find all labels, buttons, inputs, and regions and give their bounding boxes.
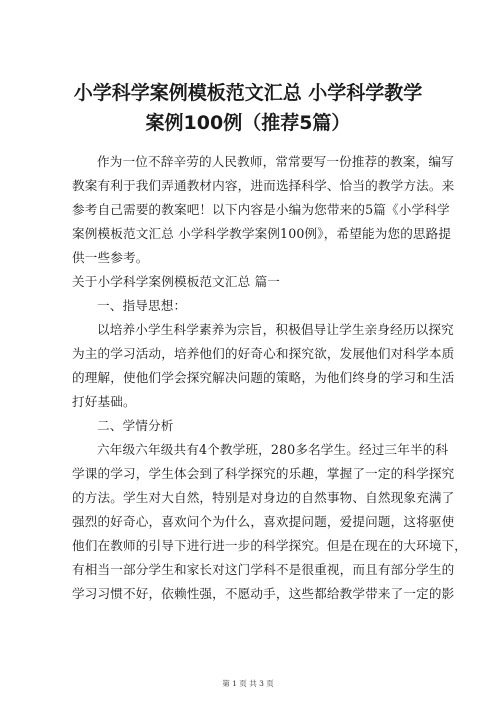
body-line: 的方法。学生对大自然，特别是对身边的自然事物、自然现象充满了 [72, 490, 455, 505]
body-line: 供一些参考。 [72, 250, 149, 265]
body-line: 学习习惯不好，依赖性强，不愿动手，这些都给教学带来了一定的影 [72, 586, 455, 601]
page-number-footer: 第 1 页 共 3 页 [222, 679, 274, 688]
body-line: 他们在教师的引导下进行进一步的科学探究。但是在现在的大环境下， [72, 538, 468, 553]
body-line: 六年级六年级共有4个教学班，280多名学生。经过三年半的科 [97, 442, 449, 457]
document-title-line-2: 案例100例（推荐5篇） [145, 112, 351, 134]
body-line: 参考自己需要的教案吧！以下内容是小编为您带来的5篇《小学科学 [72, 202, 450, 217]
body-line: 学课的学习，学生体会到了科学探究的乐趣，掌握了一定的科学探究 [72, 466, 455, 481]
section-heading: 关于小学科学案例模板范文汇总 篇一 [72, 274, 281, 289]
body-line: 教案有利于我们弄通教材内容，进而选择科学、恰当的教学方法。来 [72, 178, 455, 193]
body-line: 有相当一部分学生和家长对这门学科不是很重视，而且有部分学生的 [72, 562, 455, 577]
subsection-heading: 二、学情分析 [97, 418, 174, 433]
body-line: 的理解，使他们学会探究解决问题的策略，为他们终身的学习和生活 [72, 370, 455, 385]
subsection-heading: 一、指导思想： [97, 298, 187, 313]
body-line: 案例模板范文汇总 小学科学教学案例100例》，希望能为您的思路提 [72, 226, 452, 241]
body-line: 以培养小学生科学素养为宗旨，积极倡导让学生亲身经历以探究 [97, 322, 454, 337]
body-line: 作为一位不辞辛劳的人民教师，常常要写一份推荐的教案，编写 [97, 154, 454, 169]
body-line: 强烈的好奇心，喜欢问个为什么，喜欢提问题，爱提问题，这将驱使 [72, 514, 455, 529]
body-line: 打好基础。 [72, 394, 136, 409]
document-title-line-1: 小学科学案例模板范文汇总 小学科学教学 [73, 82, 423, 104]
body-line: 为主的学习活动，培养他们的好奇心和探究欲，发展他们对科学本质 [72, 346, 455, 361]
